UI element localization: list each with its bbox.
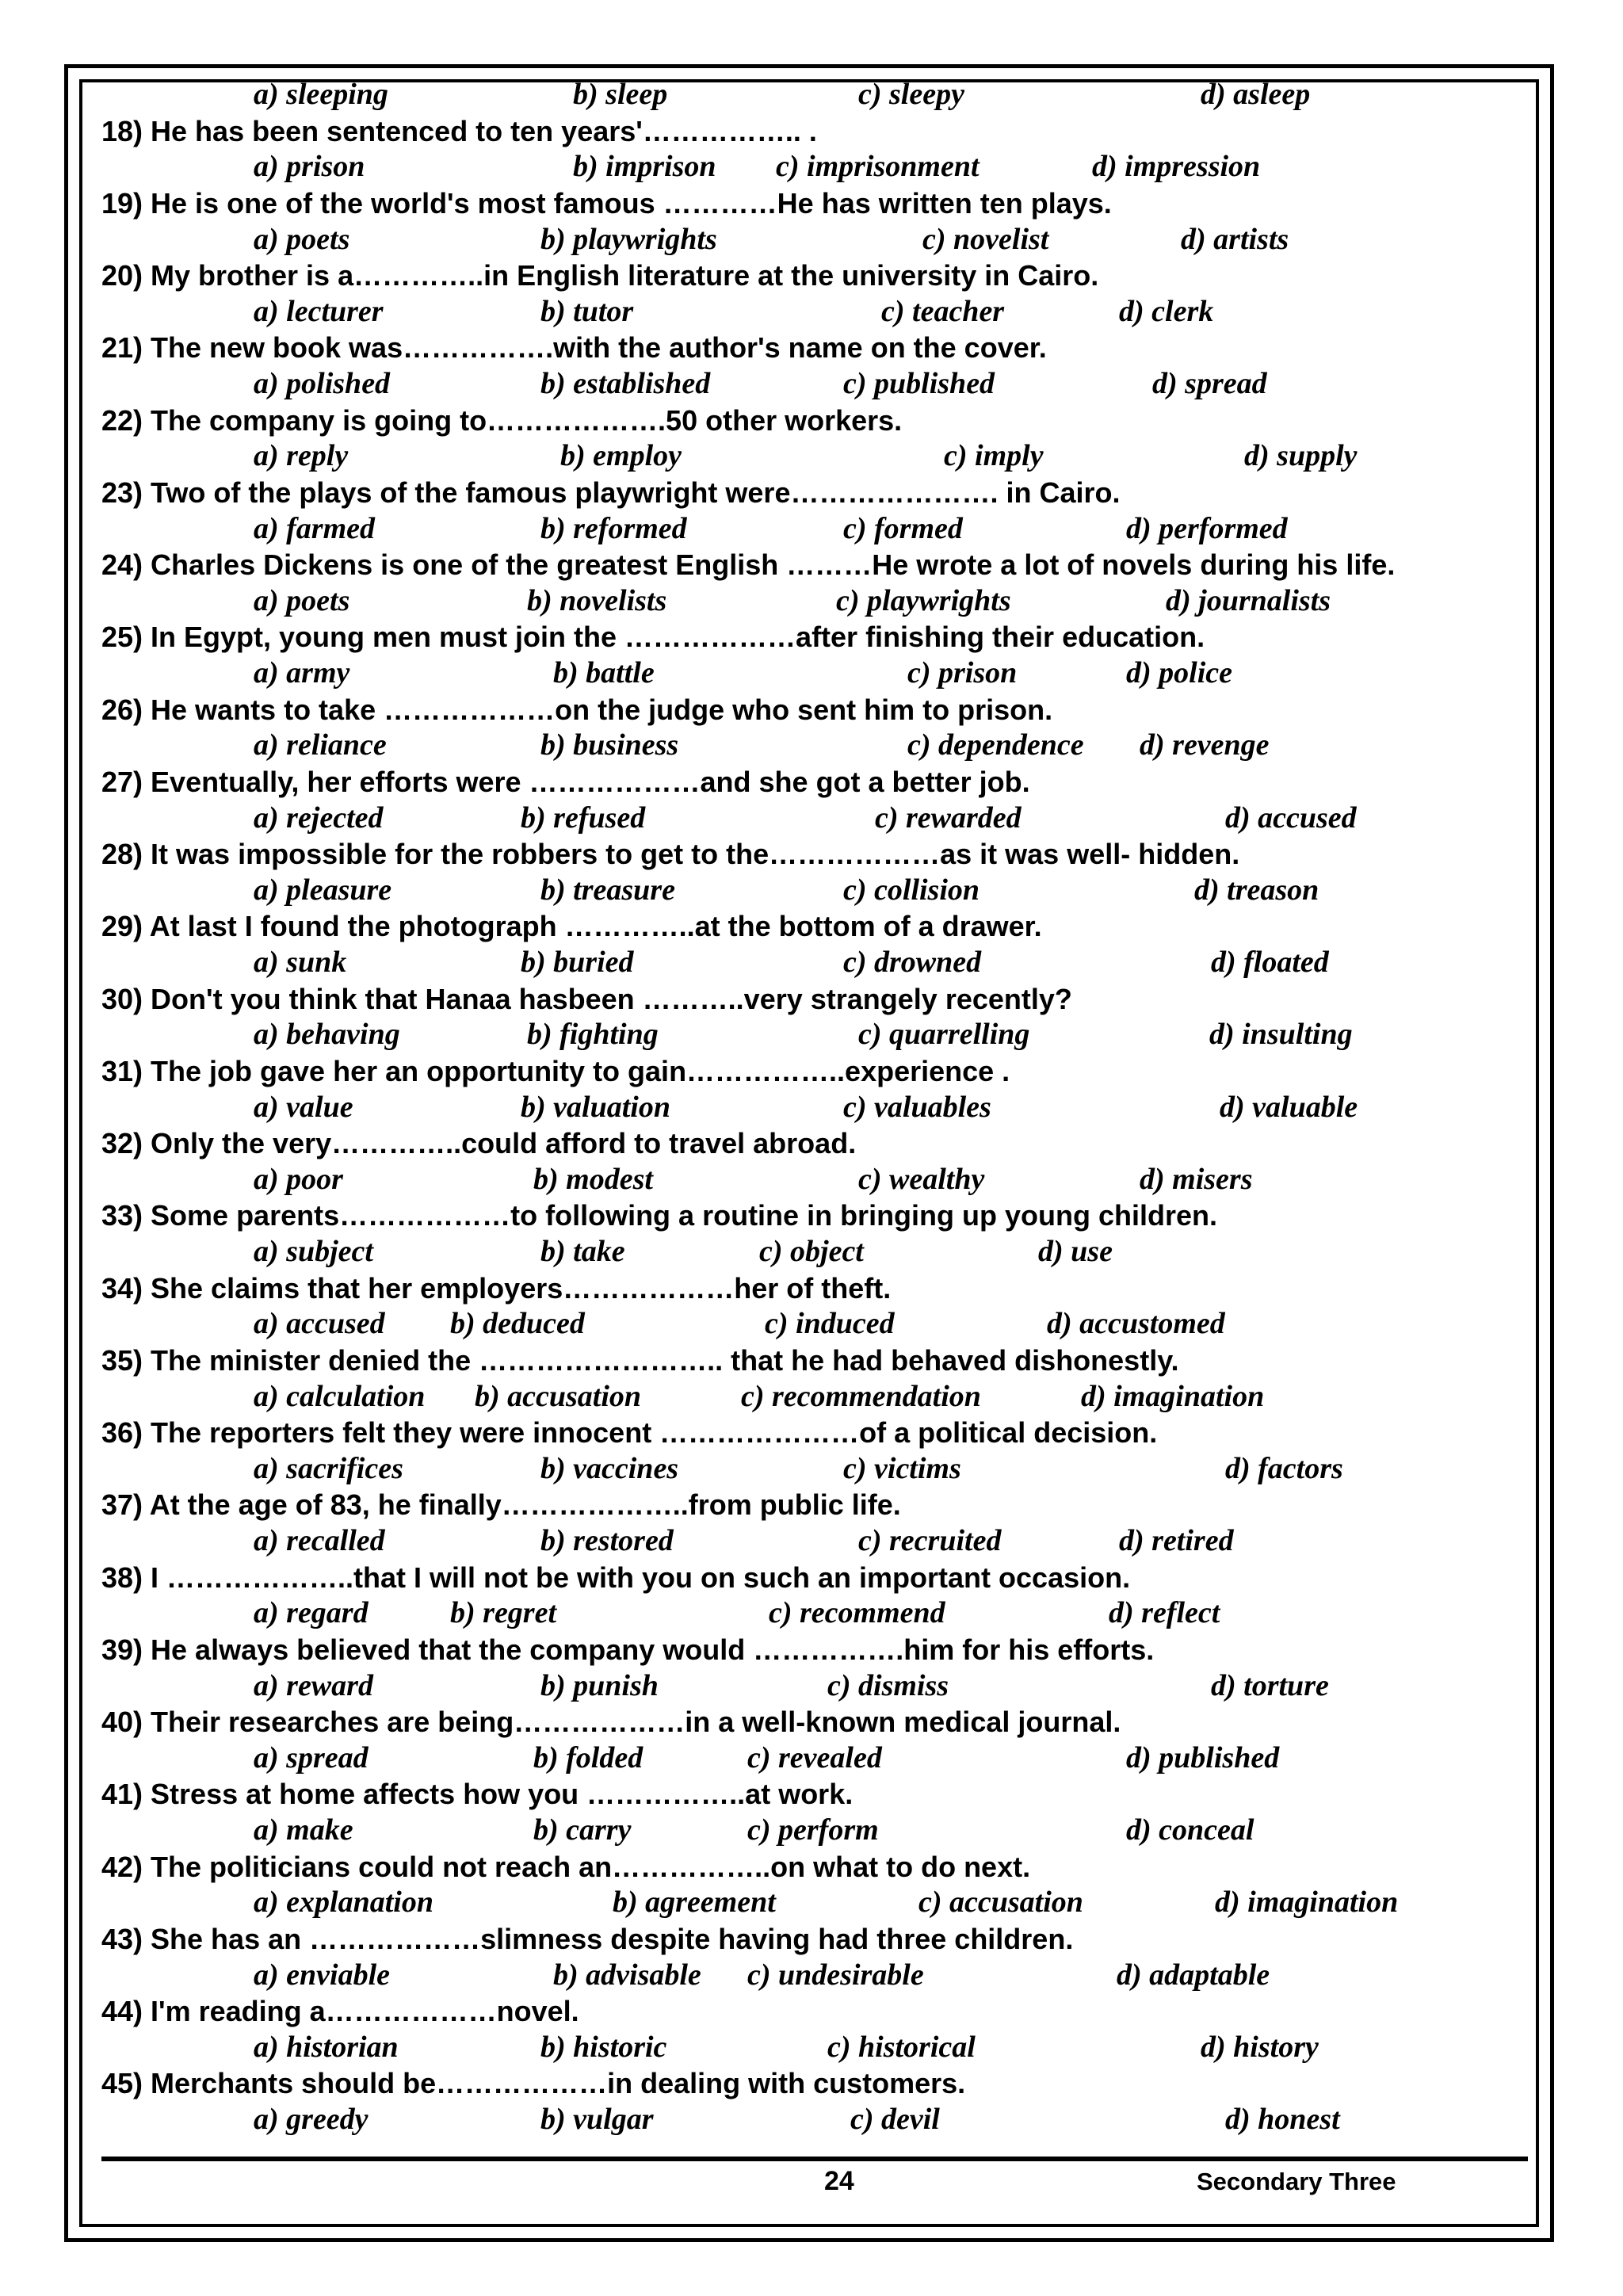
- option-a: a) sunk: [254, 946, 347, 979]
- option-a: a) reply: [254, 439, 349, 473]
- option-d: d) history: [1201, 2030, 1319, 2064]
- question-text: 37) At the age of 83, he finally………………..from public life.: [101, 1488, 901, 1522]
- option-a: a) enviable: [254, 1958, 391, 1992]
- question-text: 40) Their researches are being………………in a well-known medical journal.: [101, 1706, 1121, 1739]
- option-c: c) valuables: [843, 1090, 991, 1124]
- option-b: b) accusation: [475, 1379, 642, 1413]
- question-row: [101, 1560, 1528, 1596]
- option-d: d) insulting: [1209, 1018, 1353, 1052]
- option-a: a) spread: [254, 1740, 369, 1775]
- question-row: [101, 185, 1528, 222]
- options-row: [101, 149, 1528, 185]
- option-a: a) lecturer: [254, 294, 384, 328]
- question-row: [101, 908, 1528, 945]
- question-row: [101, 475, 1528, 511]
- option-d: d) retired: [1119, 1524, 1234, 1557]
- question-text: 23) Two of the plays of the famous playwright were…………………. in Cairo.: [101, 476, 1121, 509]
- option-d: d) accused: [1225, 800, 1357, 835]
- option-a: a) value: [254, 1090, 353, 1124]
- question-row: [101, 1632, 1528, 1668]
- option-b: b) vaccines: [540, 1451, 679, 1485]
- question-text: 32) Only the very…………..could afford to travel abroad.: [101, 1127, 857, 1160]
- option-a: a) greedy: [254, 2103, 369, 2136]
- option-a: a) army: [254, 656, 350, 690]
- option-a: a) poets: [254, 583, 350, 617]
- option-d: d) journalists: [1166, 583, 1331, 617]
- option-d: d) published: [1126, 1740, 1280, 1775]
- option-a: a) prison: [254, 150, 365, 184]
- options-row: [101, 728, 1528, 764]
- option-a: a) pleasure: [254, 873, 392, 907]
- option-c: c) sleepy: [858, 78, 964, 111]
- option-d: d) imagination: [1081, 1379, 1265, 1413]
- question-list: [101, 77, 1528, 2138]
- option-b: b) reformed: [540, 511, 687, 545]
- option-c: c) wealthy: [858, 1162, 985, 1196]
- option-b: b) restored: [540, 1524, 674, 1557]
- question-row: [101, 619, 1528, 655]
- options-row: [101, 222, 1528, 258]
- question-text: 20) My brother is a…………..in English literature at the university in Cairo.: [101, 259, 1099, 292]
- option-d: d) torture: [1211, 1668, 1329, 1702]
- options-row: [101, 1813, 1528, 1849]
- option-c: c) historical: [827, 2030, 976, 2064]
- question-text: 22) The company is going to……………….50 other workers.: [101, 403, 903, 437]
- option-b: b) tutor: [540, 294, 634, 328]
- question-row: [101, 1198, 1528, 1234]
- options-row: [101, 2102, 1528, 2138]
- option-c: c) recruited: [858, 1524, 1002, 1557]
- option-c: c) imply: [944, 439, 1044, 473]
- question-row: [101, 547, 1528, 583]
- question-text: 21) The new book was…………….with the author's name on the cover.: [101, 331, 1047, 365]
- option-b: b) advisable: [553, 1958, 701, 1992]
- option-b: b) valuation: [521, 1090, 670, 1124]
- option-a: a) reward: [254, 1668, 373, 1702]
- question-text: 38) I ………………..that I will not be with you on such an important occasion.: [101, 1561, 1131, 1594]
- options-row: [101, 1234, 1528, 1270]
- question-row: [101, 1849, 1528, 1885]
- option-d: d) valuable: [1220, 1090, 1358, 1124]
- option-d: d) imagination: [1215, 1885, 1399, 1920]
- option-a: a) accused: [254, 1307, 385, 1341]
- options-row: [101, 294, 1528, 330]
- question-text: 44) I'm reading a………………novel.: [101, 1995, 579, 2028]
- question-row: [101, 403, 1528, 439]
- option-d: d) police: [1126, 656, 1233, 690]
- option-a: a) reliance: [254, 728, 387, 762]
- option-b: b) modest: [533, 1162, 653, 1196]
- option-b: b) vulgar: [540, 2103, 654, 2136]
- question-text: 25) In Egypt, young men must join the ………………after finishing their education.: [101, 621, 1205, 654]
- option-b: b) novelists: [527, 583, 667, 617]
- option-c: c) published: [843, 367, 995, 400]
- question-text: 41) Stress at home affects how you ……………..at work.: [101, 1778, 854, 1811]
- options-row: [101, 1523, 1528, 1560]
- option-b: b) imprison: [573, 150, 716, 184]
- option-c: c) perform: [747, 1813, 879, 1847]
- option-b: b) buried: [521, 946, 634, 979]
- option-a: a) regard: [254, 1596, 369, 1630]
- question-text: 39) He always believed that the company would …………….him for his efforts.: [101, 1633, 1155, 1666]
- options-row: [101, 77, 1528, 113]
- footer-label: Secondary Three: [1197, 2168, 1396, 2195]
- options-row: [101, 1451, 1528, 1488]
- option-d: d) performed: [1126, 511, 1288, 545]
- options-row: [101, 438, 1528, 475]
- question-row: [101, 981, 1528, 1018]
- option-b: b) deduced: [450, 1307, 585, 1341]
- option-c: c) imprisonment: [776, 150, 980, 184]
- option-a: a) rejected: [254, 800, 384, 835]
- question-row: [101, 1053, 1528, 1090]
- option-b: b) playwrights: [540, 222, 717, 256]
- option-b: b) employ: [560, 439, 682, 473]
- question-text: 31) The job gave her an opportunity to gain……………..experience .: [101, 1054, 1010, 1087]
- options-row: [101, 1017, 1528, 1053]
- footer-rule: [101, 2157, 1528, 2161]
- option-d: d) spread: [1152, 367, 1267, 400]
- option-c: c) collision: [843, 873, 980, 907]
- question-text: 18) He has been sentenced to ten years'…………….. .: [101, 114, 817, 147]
- option-d: d) supply: [1244, 439, 1358, 473]
- option-b: b) folded: [533, 1740, 643, 1775]
- question-text: 34) She claims that her employers………………her of theft.: [101, 1271, 892, 1305]
- option-c: c) quarrelling: [858, 1018, 1030, 1052]
- question-row: [101, 836, 1528, 873]
- option-a: a) calculation: [254, 1379, 426, 1413]
- options-row: [101, 1162, 1528, 1198]
- option-d: d) reflect: [1109, 1596, 1220, 1630]
- option-a: a) polished: [254, 367, 391, 400]
- options-row: [101, 511, 1528, 548]
- options-row: [101, 873, 1528, 909]
- question-row: [101, 1343, 1528, 1379]
- question-row: [101, 330, 1528, 366]
- question-text: 19) He is one of the world's most famous …………He has written ten plays.: [101, 186, 1112, 220]
- option-d: d) conceal: [1126, 1813, 1254, 1847]
- option-b: b) established: [540, 367, 711, 400]
- option-d: d) accustomed: [1047, 1307, 1225, 1341]
- option-c: c) rewarded: [875, 800, 1022, 835]
- options-row: [101, 1958, 1528, 1994]
- option-a: a) make: [254, 1813, 353, 1847]
- question-text: 30) Don't you think that Hanaa hasbeen ………..very strangely recently?: [101, 982, 1072, 1015]
- option-c: c) object: [759, 1235, 864, 1268]
- option-b: b) treasure: [540, 873, 675, 907]
- question-row: [101, 764, 1528, 800]
- question-text: 42) The politicians could not reach an……………..on what to do next.: [101, 1850, 1031, 1883]
- page-number: 24: [824, 2166, 854, 2196]
- question-row: [101, 1415, 1528, 1451]
- option-c: c) novelist: [922, 222, 1049, 256]
- option-a: a) explanation: [254, 1885, 433, 1920]
- option-d: d) adaptable: [1117, 1958, 1270, 1992]
- option-d: d) treason: [1194, 873, 1319, 907]
- option-b: b) battle: [553, 656, 655, 690]
- option-a: a) sacrifices: [254, 1451, 403, 1485]
- option-d: d) floated: [1211, 946, 1329, 979]
- question-text: 45) Merchants should be………………in dealing with customers.: [101, 2067, 966, 2100]
- options-row: [101, 1595, 1528, 1632]
- option-a: a) poets: [254, 222, 350, 256]
- option-c: c) drowned: [843, 946, 982, 979]
- option-b: b) business: [540, 728, 679, 762]
- option-b: b) agreement: [613, 1885, 776, 1920]
- option-c: c) accusation: [918, 1885, 1083, 1920]
- option-d: d) clerk: [1119, 294, 1214, 328]
- option-c: c) victims: [843, 1451, 961, 1485]
- options-row: [101, 1885, 1528, 1921]
- question-row: [101, 113, 1528, 150]
- option-b: b) carry: [533, 1813, 632, 1847]
- options-row: [101, 1306, 1528, 1343]
- question-row: [101, 1704, 1528, 1740]
- option-c: c) induced: [765, 1307, 895, 1341]
- question-text: 26) He wants to take ………………on the judge who sent him to prison.: [101, 693, 1053, 726]
- option-a: a) farmed: [254, 511, 376, 545]
- options-row: [101, 2030, 1528, 2066]
- question-row: [101, 1125, 1528, 1162]
- option-a: a) subject: [254, 1235, 373, 1268]
- question-text: 28) It was impossible for the robbers to get to the………………as it was well- hidden.: [101, 838, 1240, 871]
- option-b: b) take: [540, 1235, 625, 1268]
- option-b: b) regret: [450, 1596, 557, 1630]
- options-row: [101, 583, 1528, 620]
- option-a: a) poor: [254, 1162, 343, 1196]
- option-d: d) honest: [1225, 2103, 1340, 2136]
- question-row: [101, 2065, 1528, 2102]
- option-c: c) prison: [907, 656, 1018, 690]
- option-a: a) historian: [254, 2030, 399, 2064]
- option-c: c) recommendation: [741, 1379, 981, 1413]
- option-a: a) recalled: [254, 1524, 385, 1557]
- options-row: [101, 1090, 1528, 1126]
- option-c: c) revealed: [747, 1740, 882, 1775]
- options-row: [101, 1740, 1528, 1777]
- option-c: c) dependence: [907, 728, 1084, 762]
- option-c: c) devil: [850, 2103, 940, 2136]
- option-b: b) fighting: [527, 1018, 659, 1052]
- question-text: 36) The reporters felt they were innocent …………………of a political decision.: [101, 1416, 1158, 1450]
- option-d: d) artists: [1181, 222, 1289, 256]
- options-row: [101, 1668, 1528, 1705]
- options-row: [101, 945, 1528, 981]
- question-row: [101, 1270, 1528, 1307]
- option-d: d) impression: [1092, 150, 1261, 184]
- question-row: [101, 1921, 1528, 1958]
- option-b: b) sleep: [573, 78, 668, 111]
- option-b: b) punish: [540, 1668, 659, 1702]
- options-row: [101, 1379, 1528, 1415]
- option-c: c) formed: [843, 511, 963, 545]
- options-row: [101, 366, 1528, 403]
- option-d: d) misers: [1140, 1162, 1253, 1196]
- option-b: b) historic: [540, 2030, 667, 2064]
- question-text: 35) The minister denied the …………………….. that he had behaved dishonestly.: [101, 1343, 1179, 1377]
- option-c: c) teacher: [881, 294, 1005, 328]
- question-row: [101, 258, 1528, 294]
- option-c: c) recommend: [769, 1596, 945, 1630]
- question-text: 43) She has an ………………slimness despite having had three children.: [101, 1922, 1074, 1955]
- option-a: a) behaving: [254, 1018, 400, 1052]
- question-text: 27) Eventually, her efforts were ………………and she got a better job.: [101, 765, 1030, 798]
- option-c: c) undesirable: [747, 1958, 924, 1992]
- question-row: [101, 1776, 1528, 1813]
- option-d: d) asleep: [1201, 78, 1311, 111]
- option-d: d) revenge: [1140, 728, 1270, 762]
- option-c: c) dismiss: [827, 1668, 949, 1702]
- options-row: [101, 800, 1528, 837]
- options-row: [101, 655, 1528, 692]
- option-d: d) factors: [1225, 1451, 1343, 1485]
- question-row: [101, 1993, 1528, 2030]
- question-text: 24) Charles Dickens is one of the greatest English ………He wrote a lot of novels during his life.: [101, 548, 1396, 582]
- question-row: [101, 692, 1528, 728]
- question-text: 29) At last I found the photograph …………..at the bottom of a drawer.: [101, 910, 1042, 943]
- question-text: 33) Some parents………………to following a routine in bringing up young children.: [101, 1199, 1218, 1232]
- option-a: a) sleeping: [254, 78, 388, 111]
- question-row: [101, 1487, 1528, 1523]
- option-d: d) use: [1038, 1235, 1113, 1268]
- option-c: c) playwrights: [836, 583, 1011, 617]
- option-b: b) refused: [521, 800, 646, 835]
